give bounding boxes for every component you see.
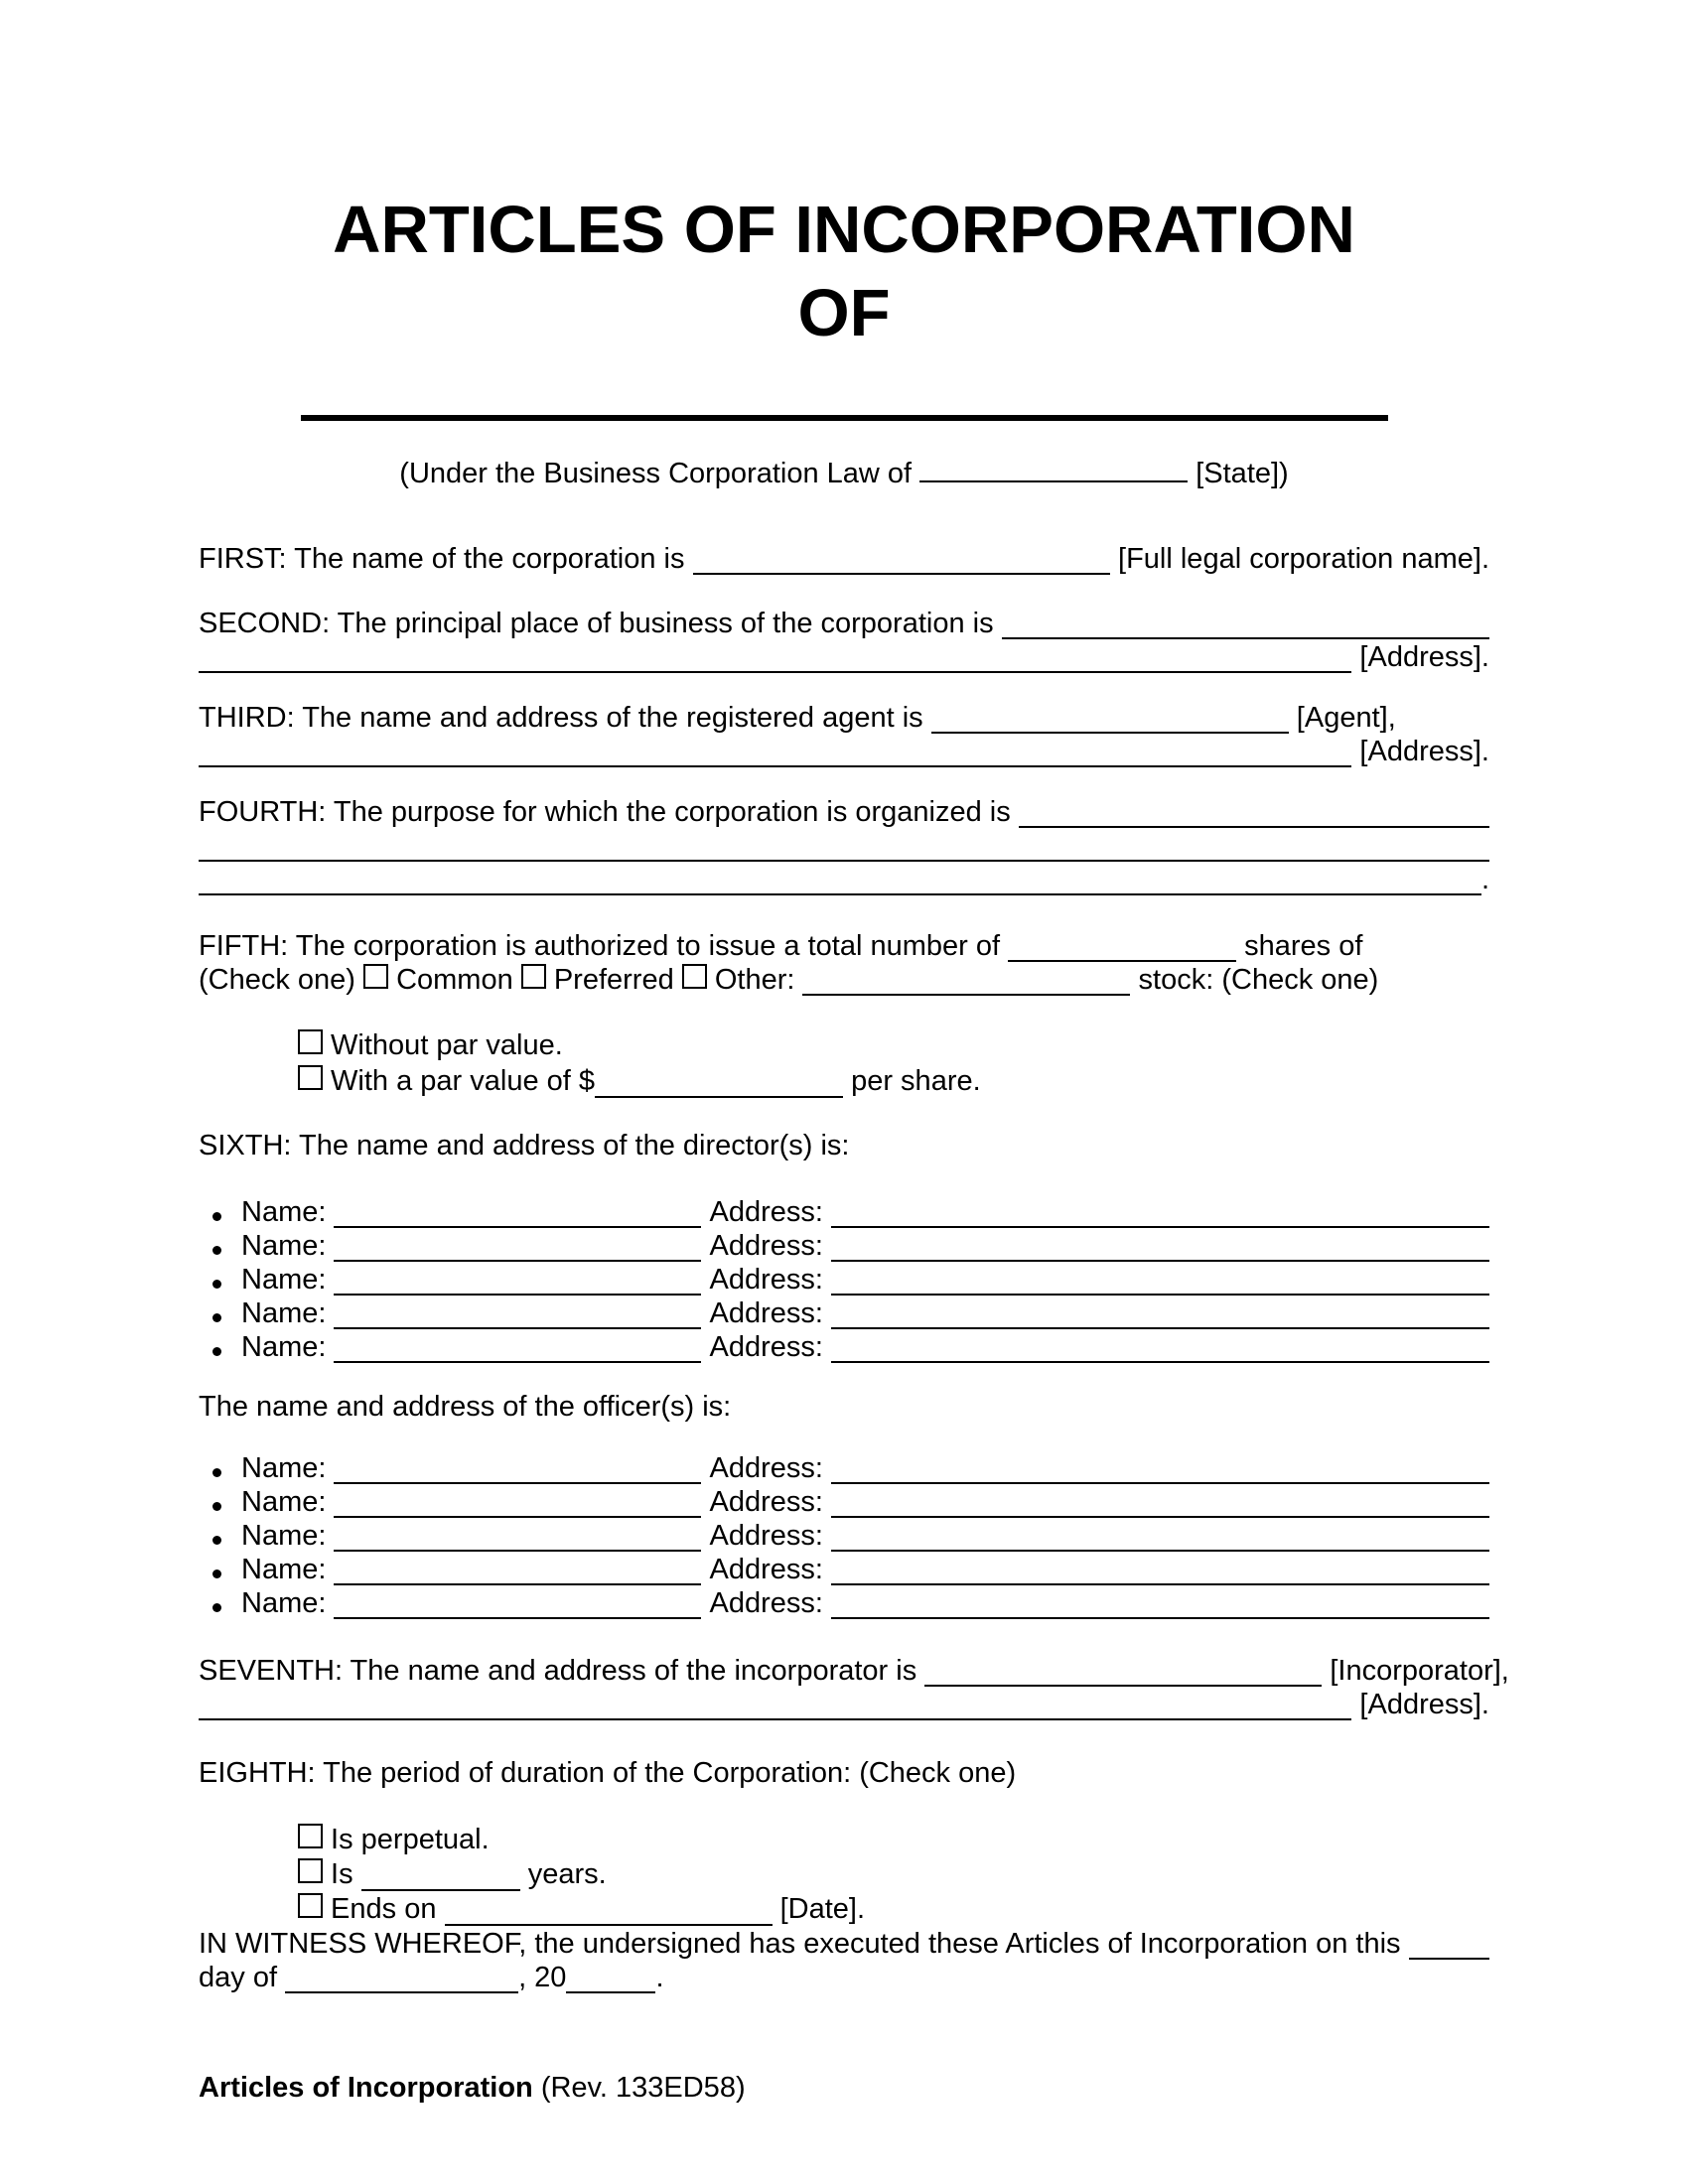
checkbox-icon[interactable] — [298, 1824, 323, 1848]
seventh-clause-line-2 — [199, 1688, 1489, 1721]
blank-field[interactable] — [285, 1986, 518, 1993]
title-line-1: ARTICLES OF INCORPORATION — [333, 193, 1355, 267]
fourth-clause-line-2 — [199, 829, 1489, 863]
blank-field[interactable] — [831, 1511, 1489, 1518]
text-run: The name and address of the officer(s) is: — [199, 1391, 732, 1423]
blank-field[interactable] — [831, 1356, 1489, 1363]
blank-field[interactable] — [199, 855, 1489, 862]
director-row — [199, 1229, 1489, 1263]
blank-field[interactable] — [595, 1091, 843, 1098]
text-run: . — [1480, 864, 1489, 895]
form-body — [199, 542, 1509, 1994]
officer-row — [199, 1451, 1489, 1485]
text-run: Name: — [241, 1264, 335, 1296]
bullet-icon — [212, 1502, 221, 1511]
checkbox-icon[interactable] — [363, 964, 388, 989]
sixth-clause — [199, 1129, 1489, 1162]
footer-document-name: Articles of Incorporation — [199, 2072, 533, 2104]
text-run: THIRD: The name and address of the registered agent is — [199, 702, 931, 734]
subtitle — [199, 457, 1489, 490]
text-run: Address: — [701, 1452, 832, 1484]
director-row — [199, 1195, 1489, 1229]
bullet-icon — [212, 1347, 221, 1356]
director-row — [199, 1263, 1489, 1297]
text-run: SEVENTH: The name and address of the incorporator is — [199, 1655, 925, 1687]
document-title — [199, 189, 1489, 355]
text-run: Name: — [241, 1196, 335, 1228]
checkbox-icon[interactable] — [521, 964, 546, 989]
fifth-clause-line-1 — [199, 929, 1489, 963]
text-run: Name: — [241, 1486, 335, 1518]
text-run: Name: — [241, 1554, 335, 1585]
text-run: EIGHTH: The period of duration of the Corporation: (Check one) — [199, 1757, 1017, 1789]
bullet-icon — [212, 1212, 221, 1221]
duration-option-perpetual — [199, 1823, 1489, 1857]
text-run: stock: (Check one) — [1130, 964, 1379, 996]
text-run: Address: — [701, 1486, 832, 1518]
text-run: [Agent], — [1288, 702, 1396, 734]
text-run: Preferred — [545, 964, 682, 996]
text-run: Address: — [701, 1520, 832, 1552]
blank-field[interactable] — [199, 760, 1351, 767]
checkbox-icon[interactable] — [682, 964, 707, 989]
text-run: shares of — [1236, 930, 1363, 962]
text-run: Address: — [701, 1554, 832, 1585]
blank-field[interactable] — [334, 1255, 701, 1262]
bullet-icon — [212, 1603, 221, 1612]
text-run: years. — [519, 1858, 607, 1890]
blank-field[interactable] — [693, 568, 1110, 575]
third-clause-line-1 — [199, 701, 1489, 735]
par-value-option-without — [199, 1027, 1489, 1063]
blank-field[interactable] — [831, 1545, 1489, 1552]
subtitle-suffix: [State]) — [1188, 458, 1289, 489]
blank-field[interactable] — [334, 1511, 701, 1518]
blank-field[interactable] — [1002, 632, 1489, 639]
footer-revision: (Rev. 133ED58) — [532, 2072, 746, 2104]
second-clause-line-2 — [199, 640, 1489, 674]
text-run: IN WITNESS WHEREOF, the undersigned has executed these Articles of Incorporation on this — [199, 1928, 1409, 1960]
text-run: , 20 — [518, 1962, 567, 1993]
bullet-icon — [212, 1246, 221, 1255]
seventh-clause-line-1 — [199, 1654, 1509, 1688]
checkbox-icon[interactable] — [298, 1065, 323, 1090]
blank-field[interactable] — [334, 1545, 701, 1552]
officer-row — [199, 1553, 1489, 1586]
fourth-clause-line-3 — [199, 863, 1489, 896]
text-run: FIFTH: The corporation is authorized to issue a total number of — [199, 930, 1009, 962]
fourth-clause-line-1 — [199, 795, 1489, 829]
blank-field[interactable] — [802, 989, 1130, 996]
text-run: FIRST: The name of the corporation is — [199, 543, 693, 575]
par-value-option-with — [199, 1063, 1489, 1099]
blank-field[interactable] — [831, 1255, 1489, 1262]
officers-intro — [199, 1390, 1489, 1424]
blank-field[interactable] — [831, 1578, 1489, 1585]
text-run: Without par value. — [323, 1029, 563, 1061]
text-run: Address: — [701, 1331, 832, 1363]
blank-field[interactable] — [334, 1289, 701, 1296]
blank-field[interactable] — [831, 1221, 1489, 1228]
text-run: [Address]. — [1351, 1689, 1489, 1720]
witness-clause-line-2 — [199, 1961, 1489, 1994]
text-run: Is — [323, 1858, 361, 1890]
blank-field[interactable] — [831, 1289, 1489, 1296]
first-clause — [199, 542, 1489, 576]
text-run: Ends on — [323, 1893, 445, 1925]
checkbox-icon[interactable] — [298, 1893, 323, 1918]
blank-field[interactable] — [334, 1612, 701, 1619]
director-row — [199, 1330, 1489, 1364]
text-run: SECOND: The principal place of business of the corporation is — [199, 608, 1002, 639]
text-run: [Date]. — [772, 1893, 866, 1925]
text-run: [Full legal corporation name]. — [1109, 543, 1489, 575]
officer-row — [199, 1586, 1489, 1620]
text-run: Address: — [701, 1587, 832, 1619]
bullet-icon — [212, 1313, 221, 1322]
bullet-icon — [212, 1280, 221, 1289]
blank-field[interactable] — [334, 1221, 701, 1228]
text-run: [Address]. — [1351, 736, 1489, 767]
blank-field[interactable] — [831, 1612, 1489, 1619]
blank-field[interactable] — [334, 1477, 701, 1484]
text-run: Address: — [701, 1297, 832, 1329]
bullet-icon — [212, 1468, 221, 1477]
text-run: Name: — [241, 1230, 335, 1262]
blank-field[interactable] — [334, 1322, 701, 1329]
text-run: [Address]. — [1351, 641, 1489, 673]
officer-row — [199, 1485, 1489, 1519]
witness-clause-line-1 — [199, 1927, 1489, 1961]
text-run: per share. — [843, 1065, 981, 1097]
subtitle-prefix: (Under the Business Corporation Law of — [399, 458, 920, 489]
blank-field[interactable] — [566, 1986, 655, 1993]
duration-option-ends-on — [199, 1892, 1489, 1927]
blank-field[interactable] — [334, 1356, 701, 1363]
text-run: With a par value of $ — [323, 1065, 596, 1097]
page-footer — [199, 2071, 1489, 2105]
text-run: Common — [388, 964, 521, 996]
text-run: Other: — [706, 964, 803, 996]
blank-field[interactable] — [199, 666, 1351, 673]
text-run: Name: — [241, 1587, 335, 1619]
fifth-clause-line-2 — [199, 963, 1489, 997]
text-run: day of — [199, 1962, 286, 1993]
director-row — [199, 1297, 1489, 1330]
blank-field[interactable] — [831, 1477, 1489, 1484]
blank-field[interactable] — [931, 727, 1289, 734]
blank-field[interactable] — [1019, 821, 1489, 828]
title-line-2: OF — [797, 276, 891, 350]
eighth-clause — [199, 1756, 1489, 1790]
checkbox-icon[interactable] — [298, 1858, 323, 1883]
text-run: SIXTH: The name and address of the director(s) is: — [199, 1130, 850, 1161]
blank-field[interactable] — [1409, 1953, 1489, 1960]
second-clause-line-1 — [199, 607, 1489, 640]
text-run: Is perpetual. — [323, 1824, 490, 1855]
text-run: . — [655, 1962, 664, 1993]
blank-field[interactable] — [1008, 955, 1236, 962]
duration-option-years — [199, 1857, 1489, 1892]
text-run: Name: — [241, 1331, 335, 1363]
corporation-name-blank[interactable] — [301, 415, 1388, 421]
blank-field[interactable] — [445, 1919, 773, 1926]
text-run: Address: — [701, 1264, 832, 1296]
text-run: Address: — [701, 1196, 832, 1228]
text-run: FOURTH: The purpose for which the corporation is organized is — [199, 796, 1019, 828]
text-run: Address: — [701, 1230, 832, 1262]
blank-field[interactable] — [199, 888, 1481, 895]
officer-row — [199, 1519, 1489, 1553]
bullet-icon — [212, 1570, 221, 1578]
text-run: [Incorporator], — [1322, 1655, 1509, 1687]
bullet-icon — [212, 1536, 221, 1545]
blank-field[interactable] — [334, 1578, 701, 1585]
checkbox-icon[interactable] — [298, 1029, 323, 1054]
blank-field[interactable] — [361, 1884, 520, 1891]
text-run: Name: — [241, 1452, 335, 1484]
blank-field[interactable] — [199, 1713, 1351, 1720]
text-run: (Check one) — [199, 964, 364, 996]
blank-field[interactable] — [831, 1322, 1489, 1329]
state-blank-field[interactable] — [919, 477, 1188, 482]
third-clause-line-2 — [199, 735, 1489, 768]
text-run: Name: — [241, 1520, 335, 1552]
blank-field[interactable] — [924, 1680, 1322, 1687]
text-run: Name: — [241, 1297, 335, 1329]
